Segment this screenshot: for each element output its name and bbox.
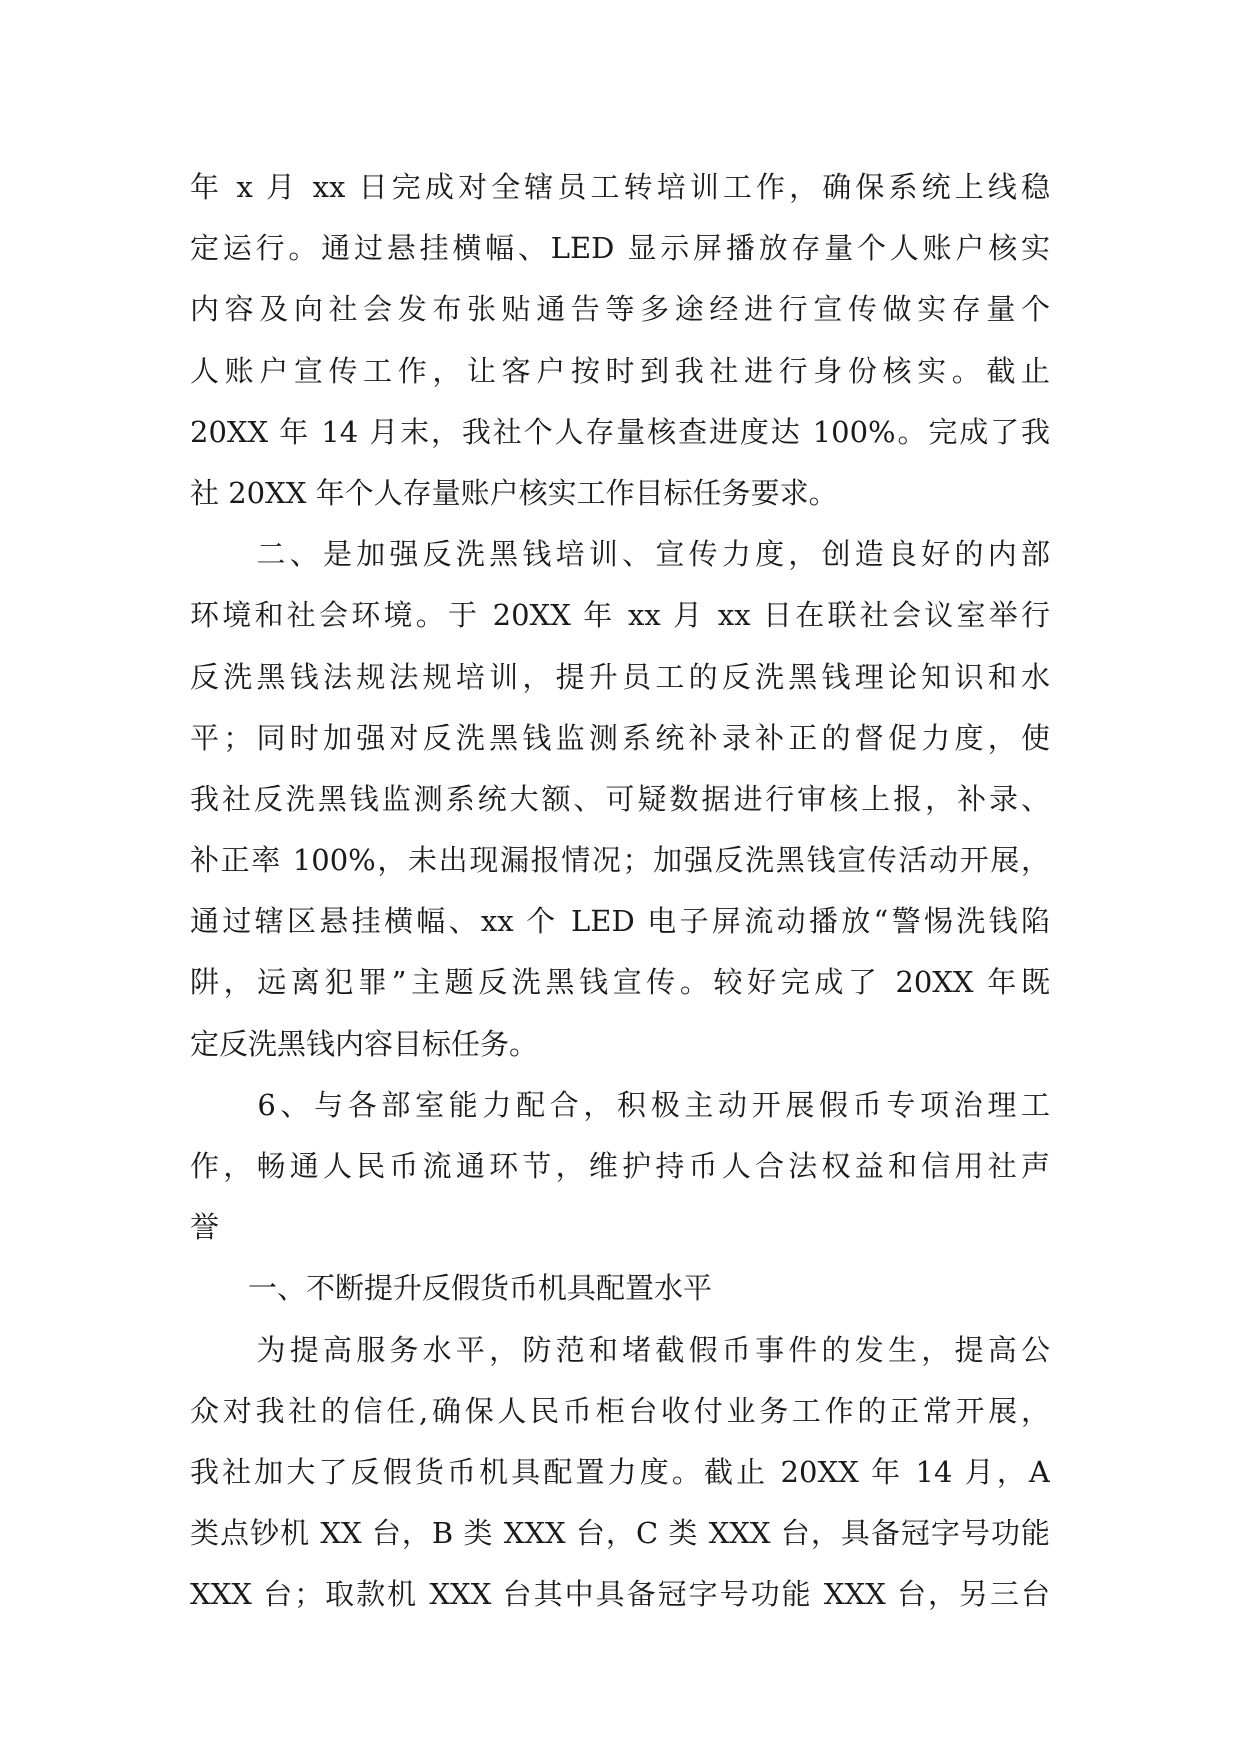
text-line: 我社反洗黑钱监测系统大额、可疑数据进行审核上报，补录、 bbox=[190, 781, 1050, 816]
text-line: XXX 台；取款机 XXX 台其中具备冠字号功能 XXX 台，另三台 bbox=[190, 1577, 1050, 1612]
text-line: 年 x 月 xx 日完成对全辖员工转培训工作，确保系统上线稳 bbox=[190, 170, 1050, 204]
text-line: 环境和社会环境。于 20XX 年 xx 月 xx 日在联社会议室举行 bbox=[190, 598, 1050, 633]
text-line: 作，畅通人民币流通环节，维护持币人合法权益和信用社声 bbox=[190, 1149, 1050, 1183]
text-line: 补正率 100%，未出现漏报情况；加强反洗黑钱宣传活动开展， bbox=[190, 843, 1050, 878]
text-line: 誉 bbox=[190, 1210, 220, 1245]
text-line: 定运行。通过悬挂横幅、LED 显示屏播放存量个人账户核实 bbox=[190, 231, 1050, 266]
text-line: 反洗黑钱法规法规培训，提升员工的反洗黑钱理论知识和水 bbox=[190, 659, 1050, 694]
text-line: 人账户宣传工作，让客户按时到我社进行身份核实。截止 bbox=[190, 353, 1050, 388]
text-line: 通过辖区悬挂横幅、xx 个 LED 电子屏流动播放“警惕洗钱陷 bbox=[190, 904, 1050, 939]
text-line: 类点钞机 XX 台，B 类 XXX 台，C 类 XXX 台，具备冠字号功能 bbox=[190, 1516, 1050, 1551]
text-line: 6、与各部室能力配合，积极主动开展假币专项治理工 bbox=[190, 1087, 1050, 1122]
text-line: 阱，远离犯罪”主题反洗黑钱宣传。较好完成了 20XX 年既 bbox=[190, 965, 1050, 1000]
text-line: 我社加大了反假货币机具配置力度。截止 20XX 年 14 月，A bbox=[190, 1454, 1050, 1489]
text-line: 一、不断提升反假货币机具配置水平 bbox=[190, 1271, 713, 1306]
text-line: 众对我社的信任,确保人民币柜台收付业务工作的正常开展， bbox=[190, 1393, 1050, 1428]
text-line: 社 20XX 年个人存量账户核实工作目标任务要求。 bbox=[190, 475, 838, 510]
text-line: 内容及向社会发布张贴通告等多途经进行宣传做实存量个 bbox=[190, 292, 1050, 327]
text-line: 二、是加强反洗黑钱培训、宣传力度，创造良好的内部 bbox=[190, 537, 1050, 572]
text-line: 为提高服务水平，防范和堵截假币事件的发生，提高公 bbox=[190, 1332, 1050, 1367]
text-line: 定反洗黑钱内容目标任务。 bbox=[190, 1026, 539, 1061]
text-line: 20XX 年 14 月末，我社个人存量核查进度达 100%。完成了我 bbox=[190, 414, 1050, 449]
text-line: 平；同时加强对反洗黑钱监测系统补录补正的督促力度，使 bbox=[190, 720, 1050, 755]
document-body bbox=[190, 157, 1050, 1626]
